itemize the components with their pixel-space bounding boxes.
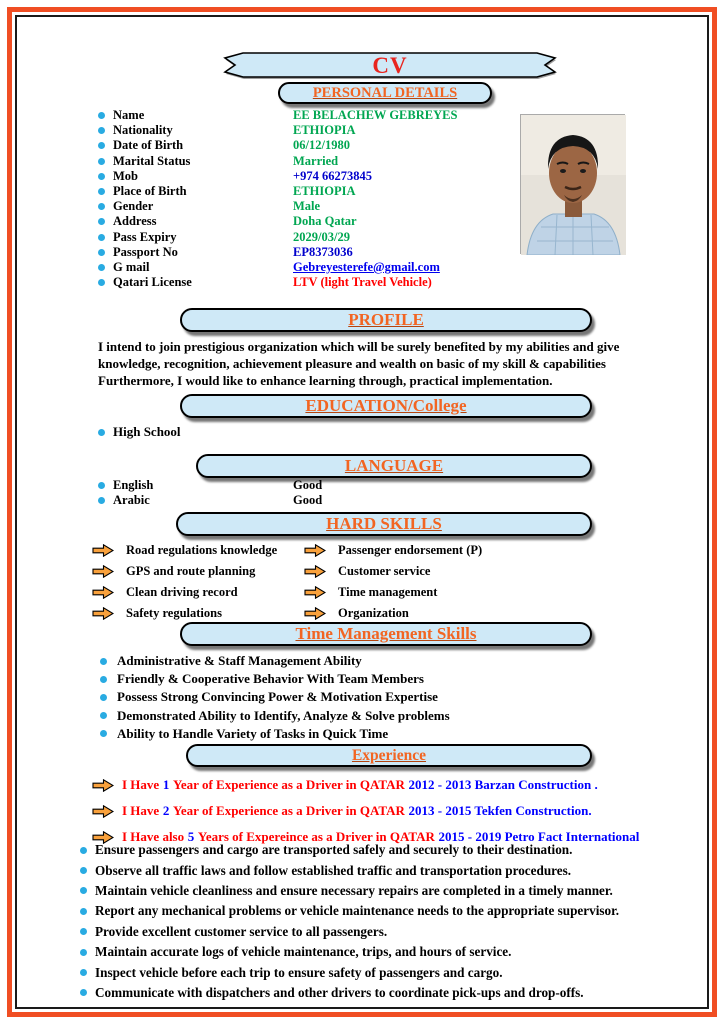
experience-text: I Have also	[122, 829, 185, 844]
field-label: Passport No	[113, 244, 178, 259]
skill-label: Organization	[338, 606, 409, 620]
arrow-icon	[92, 779, 114, 792]
hard-skills-header	[176, 512, 592, 536]
field-label: Pass Expiry	[113, 229, 177, 244]
portrait-photo-placeholder	[521, 115, 626, 255]
language-list	[98, 478, 322, 508]
profile-line: knowledge, recognition, achievement pleasure and wealth on basic of my skill & capabilities	[98, 356, 606, 371]
experience-text: Years of Expereince as a Driver in QATAR	[197, 829, 435, 844]
hard-skills-header-label: HARD SKILLS	[326, 514, 442, 533]
field-label: Place of Birth	[113, 184, 187, 199]
duty-label: Provide excellent customer service to all passengers.	[95, 923, 388, 939]
profile-line: Furthermore, I would like to enhance learning through, practical implementation.	[98, 373, 553, 388]
tm-item	[100, 725, 450, 743]
cv-title-banner	[223, 50, 557, 82]
bullet-icon	[98, 264, 105, 271]
hard-skills-grid	[92, 544, 584, 620]
bullet-icon	[80, 867, 87, 874]
bullet-icon	[98, 158, 105, 165]
cv-title: CV	[372, 53, 408, 78]
experience-text: I Have	[122, 803, 160, 818]
skill-label: GPS and route planning	[126, 564, 256, 578]
bullet-icon	[98, 429, 105, 436]
duty-item	[80, 881, 619, 901]
duty-label: Report any mechanical problems or vehicle maintenance needs to the appropriate supervisor.	[95, 903, 620, 919]
field-label: Nationality	[113, 123, 173, 138]
email-link[interactable]: Gebreyesterefe@gmail.com	[293, 259, 440, 274]
bullet-icon	[98, 279, 105, 286]
bullet-icon	[98, 142, 105, 149]
field-row-address	[98, 214, 528, 229]
experience-header	[186, 744, 592, 767]
bullet-icon	[80, 969, 87, 976]
field-row-marital-status	[98, 154, 528, 169]
bullet-icon	[100, 658, 107, 665]
experience-company: 2015 - 2019 Petro Fact International	[438, 829, 640, 844]
personal-details-header	[278, 82, 492, 104]
skill-item	[92, 586, 304, 599]
field-label: Name	[113, 108, 145, 123]
tm-item-label: Demonstrated Ability to Identify, Analyze & Solve problems	[117, 707, 450, 723]
education-header-label: EDUCATION/College	[305, 396, 467, 415]
field-value: Doha Qatar	[293, 214, 357, 229]
language-name: English	[113, 478, 154, 492]
field-row-mob	[98, 169, 528, 184]
education-header	[180, 394, 592, 418]
education-item-label: High School	[113, 424, 181, 439]
arrow-icon	[92, 805, 114, 818]
duty-label: Inspect vehicle before each trip to ensure safety of passengers and cargo.	[95, 964, 503, 980]
tm-item	[100, 688, 450, 706]
experience-header-label: Experience	[351, 746, 427, 764]
tm-item-label: Friendly & Cooperative Behavior With Team Members	[117, 671, 424, 687]
experience-text: Year of Experience as a Driver in QATAR	[172, 803, 405, 818]
duty-item	[80, 860, 619, 880]
duty-label: Communicate with dispatchers and other drivers to coordinate pick-ups and drop-offs.	[95, 984, 584, 1000]
arrow-icon	[92, 544, 114, 557]
bullet-icon	[98, 497, 105, 504]
skill-item	[92, 565, 304, 578]
bullet-icon	[100, 694, 107, 701]
tm-item	[100, 670, 450, 688]
duty-label: Maintain accurate logs of vehicle maintenance, trips, and hours of service.	[95, 944, 512, 960]
field-value: ETHIOPIA	[293, 123, 356, 138]
experience-years: 1	[162, 777, 170, 792]
personal-details-list	[98, 108, 528, 290]
bullet-icon	[100, 730, 107, 737]
duty-label: Ensure passengers and cargo are transported safely and securely to their destination.	[95, 842, 573, 858]
profile-paragraph	[98, 338, 650, 389]
tm-item	[100, 652, 450, 670]
bullet-icon	[80, 989, 87, 996]
experience-list	[92, 772, 643, 850]
field-value: Married	[293, 153, 339, 168]
field-value: 2029/03/29	[293, 229, 350, 244]
skill-label: Time management	[338, 585, 438, 599]
language-header	[196, 454, 592, 478]
field-label: Marital Status	[113, 153, 191, 168]
skill-label: Safety regulations	[126, 606, 222, 620]
language-level: Good	[293, 478, 323, 492]
field-value: +974 66273845	[293, 168, 372, 183]
field-row-pass-expiry	[98, 230, 528, 245]
tm-item-label: Possess Strong Convincing Power & Motivation Expertise	[117, 689, 438, 705]
applicant-photo	[520, 114, 625, 254]
skill-item	[92, 544, 304, 557]
bullet-icon	[80, 887, 87, 894]
field-row-gmail	[98, 260, 528, 275]
experience-company: 2013 - 2015 Tekfen Construction.	[408, 803, 592, 818]
experience-years: 5	[187, 829, 195, 844]
skill-item	[304, 565, 584, 578]
bullet-icon	[98, 234, 105, 241]
experience-item	[92, 798, 643, 824]
skill-label: Passenger endorsement (P)	[338, 543, 483, 557]
profile-header	[180, 308, 592, 332]
bullet-icon	[98, 188, 105, 195]
arrow-icon	[304, 607, 326, 620]
skill-label: Road regulations knowledge	[126, 543, 278, 557]
bullet-icon	[80, 949, 87, 956]
field-value: EP8373036	[293, 244, 353, 259]
experience-text: Year of Experience as a Driver in QATAR	[172, 777, 405, 792]
experience-years: 2	[162, 803, 170, 818]
arrow-icon	[304, 565, 326, 578]
time-management-header-label: Time Management Skills	[295, 624, 477, 643]
arrow-icon	[92, 565, 114, 578]
profile-header-label: PROFILE	[348, 310, 424, 329]
bullet-icon	[80, 847, 87, 854]
bullet-icon	[98, 482, 105, 489]
skill-item	[304, 544, 584, 557]
bullet-icon	[98, 203, 105, 210]
field-row-nationality	[98, 123, 528, 138]
field-row-gender	[98, 199, 528, 214]
arrow-icon	[92, 607, 114, 620]
bullet-icon	[100, 712, 107, 719]
field-row-qatari-license	[98, 275, 528, 290]
skill-item	[304, 607, 584, 620]
bullet-icon	[100, 676, 107, 683]
education-list	[98, 424, 181, 440]
duty-item	[80, 922, 619, 942]
language-level: Good	[293, 493, 323, 507]
skill-label: Customer service	[338, 564, 431, 578]
field-label: G mail	[113, 259, 150, 274]
time-management-list	[100, 652, 450, 743]
bullet-icon	[98, 112, 105, 119]
personal-details-header-label: PERSONAL DETAILS	[312, 84, 458, 101]
bullet-icon	[80, 928, 87, 935]
duty-item	[80, 983, 619, 1003]
skill-item	[304, 586, 584, 599]
arrow-icon	[304, 544, 326, 557]
field-value: LTV (light Travel Vehicle)	[293, 275, 432, 290]
education-item	[98, 424, 181, 440]
skill-label: Clean driving record	[126, 585, 238, 599]
bullet-icon	[80, 908, 87, 915]
time-management-header	[180, 622, 592, 646]
language-row-arabic	[98, 493, 322, 508]
field-label: Address	[113, 214, 157, 229]
field-value: EE BELACHEW GEBREYES	[293, 108, 458, 123]
bullet-icon	[98, 173, 105, 180]
tm-item	[100, 707, 450, 725]
experience-text: I Have	[122, 777, 160, 792]
language-header-label: LANGUAGE	[344, 456, 444, 475]
duty-item	[80, 962, 619, 982]
field-label: Qatari License	[113, 275, 192, 290]
duty-item	[80, 840, 619, 860]
tm-item-label: Ability to Handle Variety of Tasks in Quick Time	[117, 725, 389, 741]
field-label: Date of Birth	[113, 138, 184, 153]
bullet-icon	[98, 127, 105, 134]
field-value: 06/12/1980	[293, 138, 350, 153]
field-label: Gender	[113, 199, 154, 214]
field-value: Male	[293, 199, 321, 214]
field-value: ETHIOPIA	[293, 184, 356, 199]
tm-item-label: Administrative & Staff Management Ability	[117, 653, 362, 669]
experience-item	[92, 772, 643, 798]
language-row-english	[98, 478, 322, 493]
arrow-icon	[92, 586, 114, 599]
bullet-icon	[98, 249, 105, 256]
duty-label: Maintain vehicle cleanliness and ensure necessary repairs are completed in a timely manner.	[95, 882, 613, 898]
bullet-icon	[98, 218, 105, 225]
experience-company: 2012 - 2013 Barzan Construction .	[408, 777, 598, 792]
field-row-passport-no	[98, 245, 528, 260]
field-label: Mob	[113, 168, 138, 183]
duty-label: Observe all traffic laws and follow established traffic and transportation procedures.	[95, 862, 572, 878]
language-name: Arabic	[113, 493, 150, 507]
duties-list	[80, 840, 619, 1003]
field-row-name	[98, 108, 528, 123]
profile-line: I intend to join prestigious organization which will be surely benefited by my abilities and give	[98, 339, 620, 354]
field-row-place-of-birth	[98, 184, 528, 199]
duty-item	[80, 942, 619, 962]
duty-item	[80, 901, 619, 921]
arrow-icon	[304, 586, 326, 599]
field-row-date-of-birth	[98, 138, 528, 153]
skill-item	[92, 607, 304, 620]
